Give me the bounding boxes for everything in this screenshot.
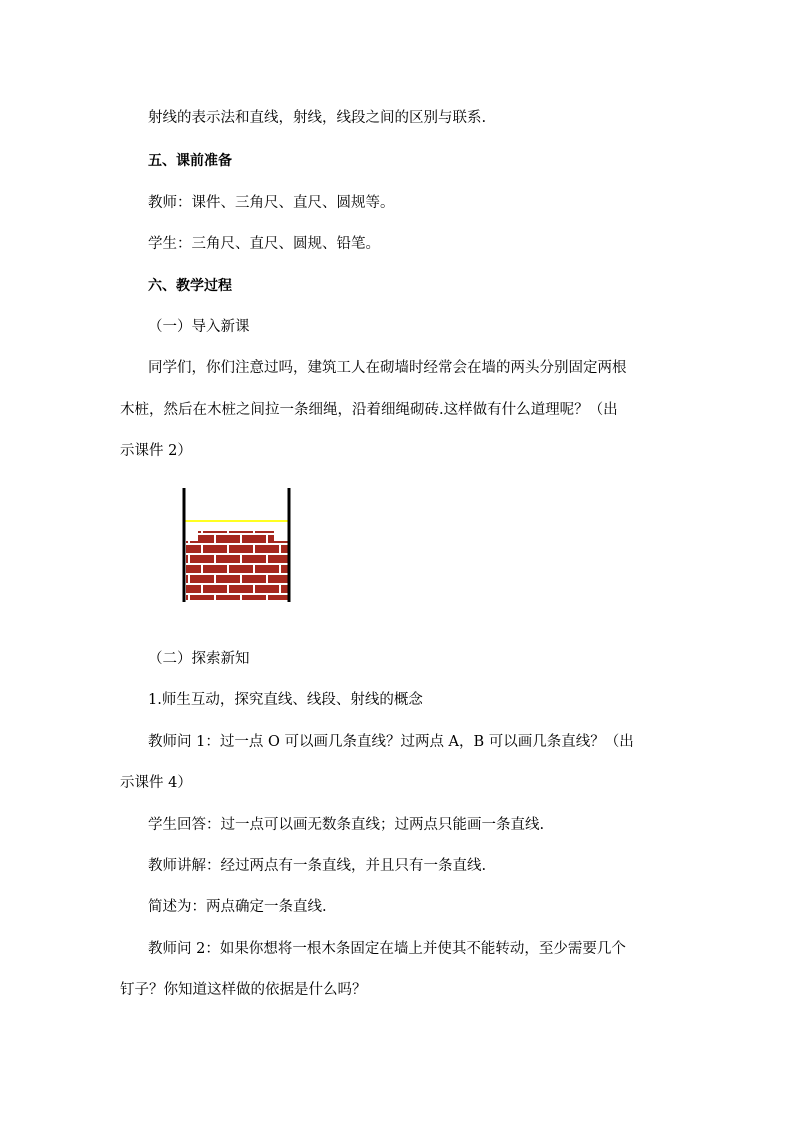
text-line: 示课件 4） (120, 775, 192, 791)
brick-wall (186, 541, 288, 600)
section-heading-5: 五、课前准备 (148, 153, 232, 169)
brick-wall-figure (176, 484, 300, 632)
text-line: 教师问 1：过一点 O 可以画几条直线？过两点 A，B 可以画几条直线？（出 (148, 734, 634, 750)
brick-top-row (198, 531, 274, 541)
section-heading-6: 六、教学过程 (148, 278, 232, 294)
text-line: 钉子？你知道这样做的依据是什么吗？ (120, 982, 367, 998)
text-line: 教师问 2：如果你想将一根木条固定在墙上并使其不能转动，至少需要几个 (148, 941, 626, 957)
text-line: 教师讲解：经过两点有一条直线，并且只有一条直线. (148, 858, 487, 874)
text-line: 学生回答：过一点可以画无数条直线；过两点只能画一条直线. (148, 817, 545, 833)
text-line: 简述为：两点确定一条直线. (148, 899, 327, 915)
brick-wall-illustration (176, 484, 300, 632)
subsection-heading: （二）探索新知 (148, 651, 250, 667)
text-line: 射线的表示法和直线，射线，线段之间的区别与联系. (148, 110, 487, 126)
text-line: 木桩，然后在木桩之间拉一条细绳，沿着细绳砌砖.这样做有什么道理呢？（出 (120, 402, 618, 418)
text-line: 教师：课件、三角尺、直尺、圆规等。 (148, 195, 395, 211)
subsection-heading: （一）导入新课 (148, 319, 250, 335)
text-line: 1.师生互动，探究直线、线段、射线的概念 (148, 692, 423, 708)
text-line: 学生：三角尺、直尺、圆规、铅笔。 (148, 236, 380, 252)
text-line: 示课件 2） (120, 443, 192, 459)
text-line: 同学们，你们注意过吗，建筑工人在砌墙时经常会在墙的两头分别固定两根 (148, 360, 627, 376)
